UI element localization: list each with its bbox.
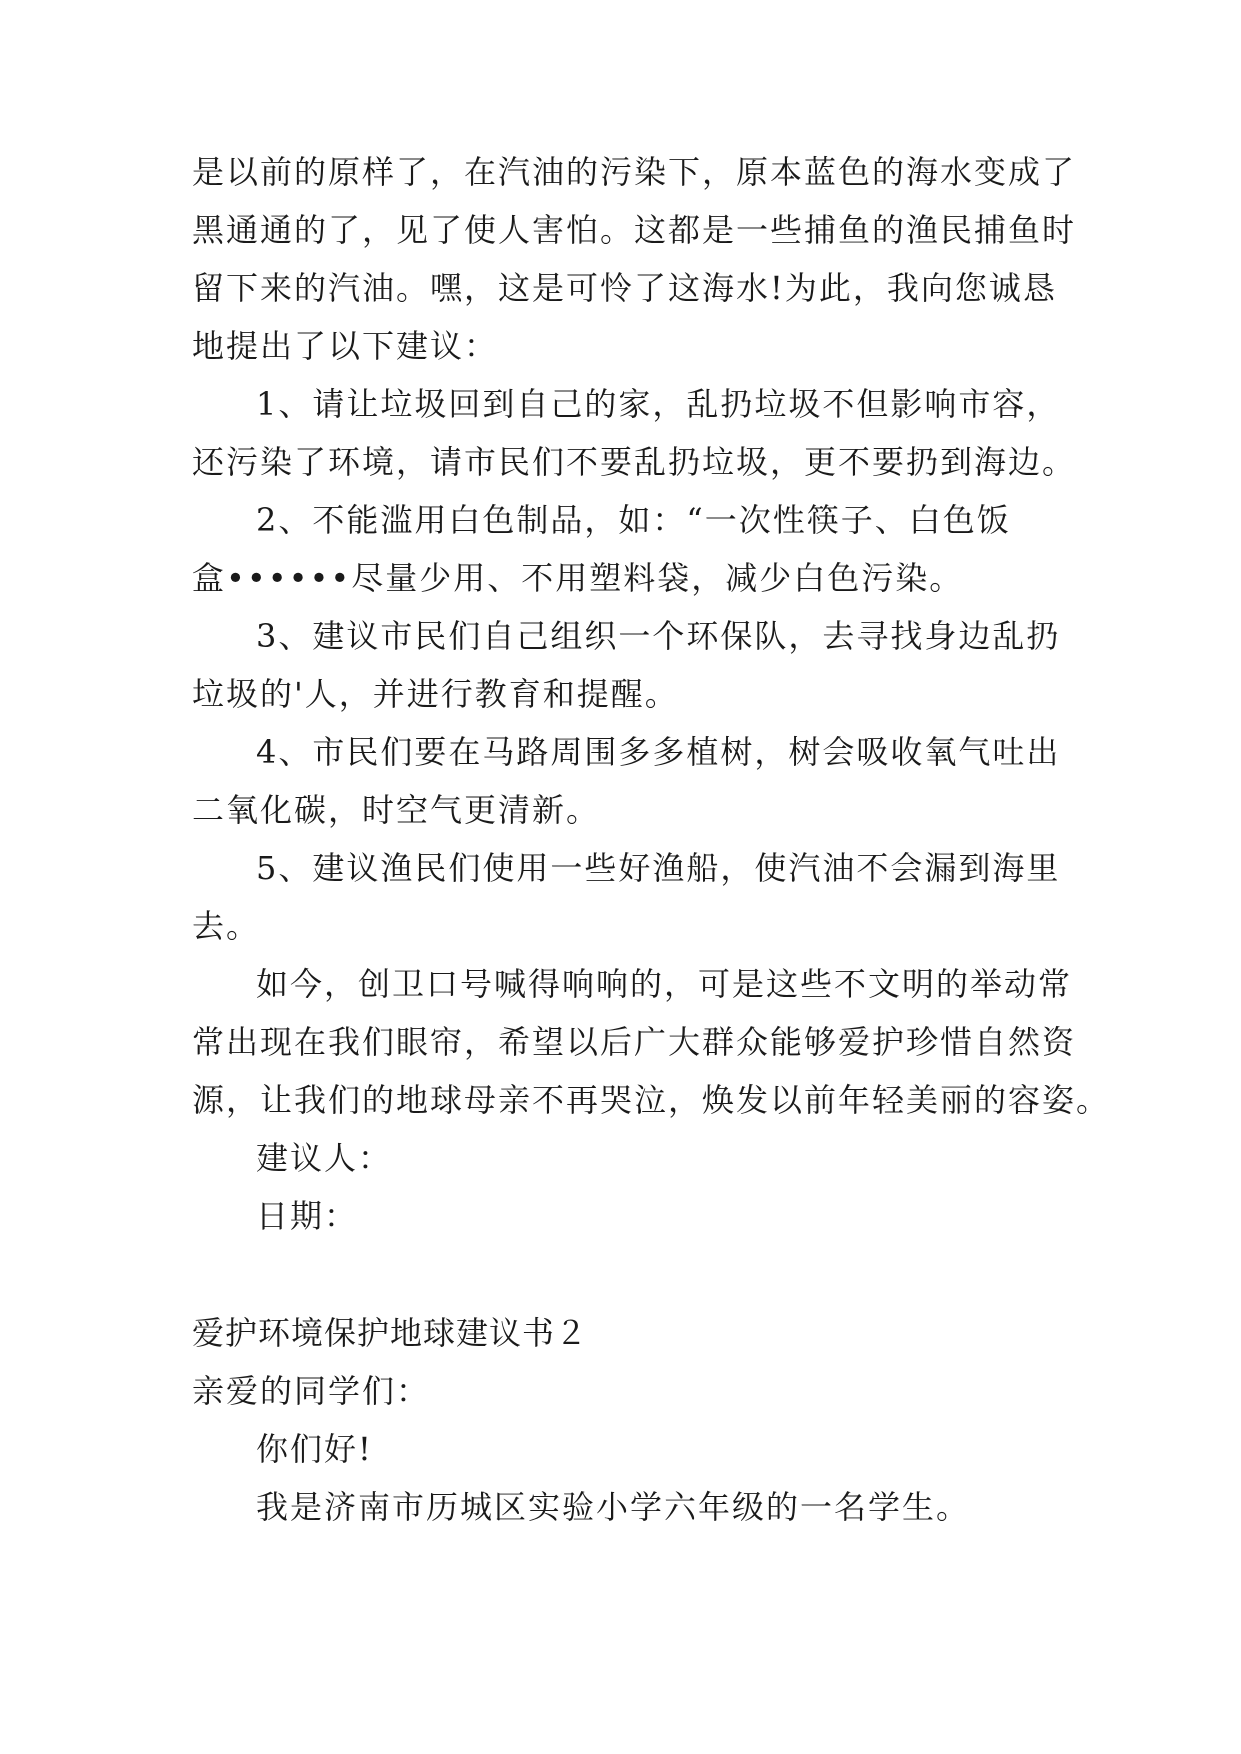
text-line: 是以前的原样了，在汽油的污染下，原本蓝色的海水变成了 [192,153,1077,191]
greeting: 你们好! [256,1430,373,1468]
suggestion-1: 1、请让垃圾回到自己的家，乱扔垃圾不但影响市容， [256,385,1061,423]
suggestion-5: 5、建议渔民们使用一些好渔船，使汽油不会漏到海里 [256,849,1061,887]
signature-label: 建议人： [256,1139,393,1177]
text-line: 源，让我们的地球母亲不再哭泣，焕发以前年轻美丽的容姿。 [192,1081,1111,1119]
text-line: 还污染了环境，请市民们不要乱扔垃圾，更不要扔到海边。 [192,443,1077,481]
text-line: 去。 [192,907,261,945]
text-line: 地提出了以下建议： [192,327,499,365]
text-line: 留下来的汽油。嘿，这是可怜了这海水!为此，我向您诚恳 [192,269,1057,307]
text-line: 盒••••••尽量少用、不用塑料袋，减少白色污染。 [192,559,964,597]
suggestion-2: 2、不能滥用白色制品，如：“一次性筷子、白色饭 [256,501,1011,539]
date-label: 日期： [256,1197,359,1235]
text-line: 黑通通的了，见了使人害怕。这都是一些捕鱼的渔民捕鱼时 [192,211,1077,249]
intro-line: 我是济南市历城区实验小学六年级的一名学生。 [256,1488,971,1526]
text-line: 垃圾的'人，并进行教育和提醒。 [192,675,679,713]
text-line: 常出现在我们眼帘，希望以后广大群众能够爱护珍惜自然资 [192,1023,1077,1061]
text-line: 二氧化碳，时空气更清新。 [192,791,601,829]
suggestion-4: 4、市民们要在马路周围多多植树，树会吸收氧气吐出 [256,733,1061,771]
closing-paragraph: 如今，创卫口号喊得响响的，可是这些不文明的举动常 [256,965,1073,1003]
section-title: 爱护环境保护地球建议书２ [192,1314,589,1352]
salutation: 亲爱的同学们： [192,1372,431,1410]
suggestion-3: 3、建议市民们自己组织一个环保队，去寻找身边乱扔 [256,617,1061,655]
